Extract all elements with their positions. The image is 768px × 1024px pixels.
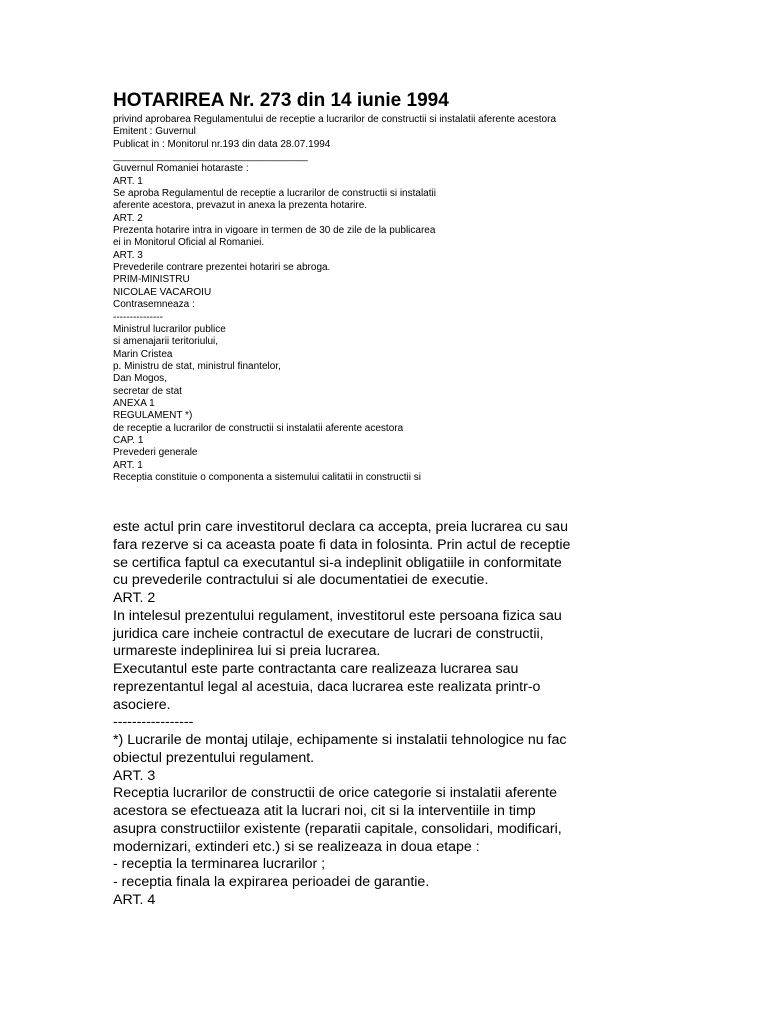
body-text-line: se certifica faptul ca executantul si-a indeplinit obligatiile in conformitate (113, 554, 562, 571)
document-title: HOTARIREA Nr. 273 din 14 iunie 1994 (113, 90, 449, 111)
body-text-line: - receptia finala la expirarea perioadei de garantie. (113, 874, 430, 890)
header-text-line: ART. 3 (113, 249, 143, 261)
header-text-line: Contrasemneaza : (113, 299, 195, 311)
header-text-line: p. Ministru de stat, ministrul finantelor, (113, 360, 281, 372)
body-text-line: In intelesul prezentului regulament, investitorul este persoana fizica sau (113, 607, 562, 624)
body-text-line: reprezentantul legal al acestuia, daca lucrarea este realizata printr-o (113, 678, 541, 695)
header-text-line: Prezenta hotarire intra in vigoare in termen de 30 de zile de la publicarea (113, 225, 436, 237)
body-text-line: este actul prin care investitorul declara ca accepta, preia lucrarea cu sau (113, 519, 569, 535)
body-text-line: acestora se efectueaza atit la lucrari noi, cit si la interventiile in timp (113, 803, 536, 819)
body-text-line: fara rezerve si ca aceasta poate fi data in folosinta. Prin actul de receptie (113, 536, 571, 553)
header-text-line: NICOLAE VACAROIU (113, 286, 212, 298)
body-text-line: urmareste indeplinirea lui si preia lucrarea. (113, 643, 381, 660)
header-text-line: ART. 2 (113, 212, 143, 224)
body-text-line: *) Lucrarile de montaj utilaje, echipamente si instalatii tehnologice nu fac (113, 732, 567, 748)
header-text-line: privind aprobarea Regulamentului de receptie a lucrarilor de constructii si instalatii aferente acestora (113, 114, 557, 125)
body-text-line: obiectul prezentului regulament. (113, 749, 315, 766)
body-text-line: ART. 4 (113, 891, 156, 908)
body-text-line: asupra constructiilor existente (reparatii capitale, consolidari, modificari, (113, 820, 562, 837)
body-text-line: modernizari, extinderi etc.) si se realizeaza in doua etape : (113, 838, 480, 855)
header-text-line: ___________________________________ (113, 151, 308, 163)
body-text-line: juridica care incheie contractul de executare de lucrari de constructii, (113, 625, 544, 642)
body-text-line: - receptia la terminarea lucrarilor ; (113, 856, 326, 873)
header-text-line: Se aproba Regulamentul de receptie a lucrarilor de constructii si instalatii (113, 188, 436, 200)
header-text-line: aferente acestora, prevazut in anexa la prezenta hotarire. (113, 200, 368, 212)
regulation-body-block (113, 519, 570, 910)
decree-header-block (113, 114, 556, 484)
header-text-line: si amenajarii teritoriului, (113, 336, 219, 348)
header-text-line: PRIM-MINISTRU (113, 274, 190, 286)
header-text-line: secretar de stat (113, 385, 182, 397)
body-text-line: asociere. (113, 696, 171, 713)
body-text-line: cu prevederile contractului si ale documentatiei de executie. (113, 572, 489, 589)
header-text-line: Emitent : Guvernul (113, 126, 196, 138)
header-text-line: Receptia constituie o componenta a sistemului calitatii in constructii si (113, 471, 421, 483)
header-text-line: Dan Mogos, (113, 373, 167, 385)
header-text-line: ANEXA 1 (113, 397, 155, 409)
header-text-line: ART. 1 (113, 175, 143, 187)
body-text-line: ART. 2 (113, 590, 156, 606)
header-text-line: --------------- (113, 311, 163, 323)
header-text-line: REGULAMENT *) (113, 410, 193, 422)
header-text-line: Prevederi generale (113, 447, 198, 459)
header-text-line: ei in Monitorul Oficial al Romaniei. (113, 237, 265, 249)
header-text-line: Publicat in : Monitorul nr.193 din data 28.07.1994 (113, 138, 331, 150)
header-text-line: ART. 1 (113, 459, 143, 471)
body-text-line: ART. 3 (113, 767, 156, 784)
body-text-line: ----------------- (113, 714, 194, 731)
body-text-line: Receptia lucrarilor de constructii de orice categorie si instalatii aferente (113, 785, 557, 802)
header-text-line: Marin Cristea (113, 348, 173, 360)
header-text-line: CAP. 1 (113, 434, 144, 446)
header-text-line: Guvernul Romaniei hotaraste : (113, 163, 249, 175)
header-text-line: Ministrul lucrarilor publice (113, 323, 226, 335)
header-text-line: Prevederile contrare prezentei hotariri se abroga. (113, 262, 331, 274)
body-text-line: Executantul este parte contractanta care realizeaza lucrarea sau (113, 661, 519, 677)
header-text-line: de receptie a lucrarilor de constructii si instalatii aferente acestora (113, 422, 404, 434)
